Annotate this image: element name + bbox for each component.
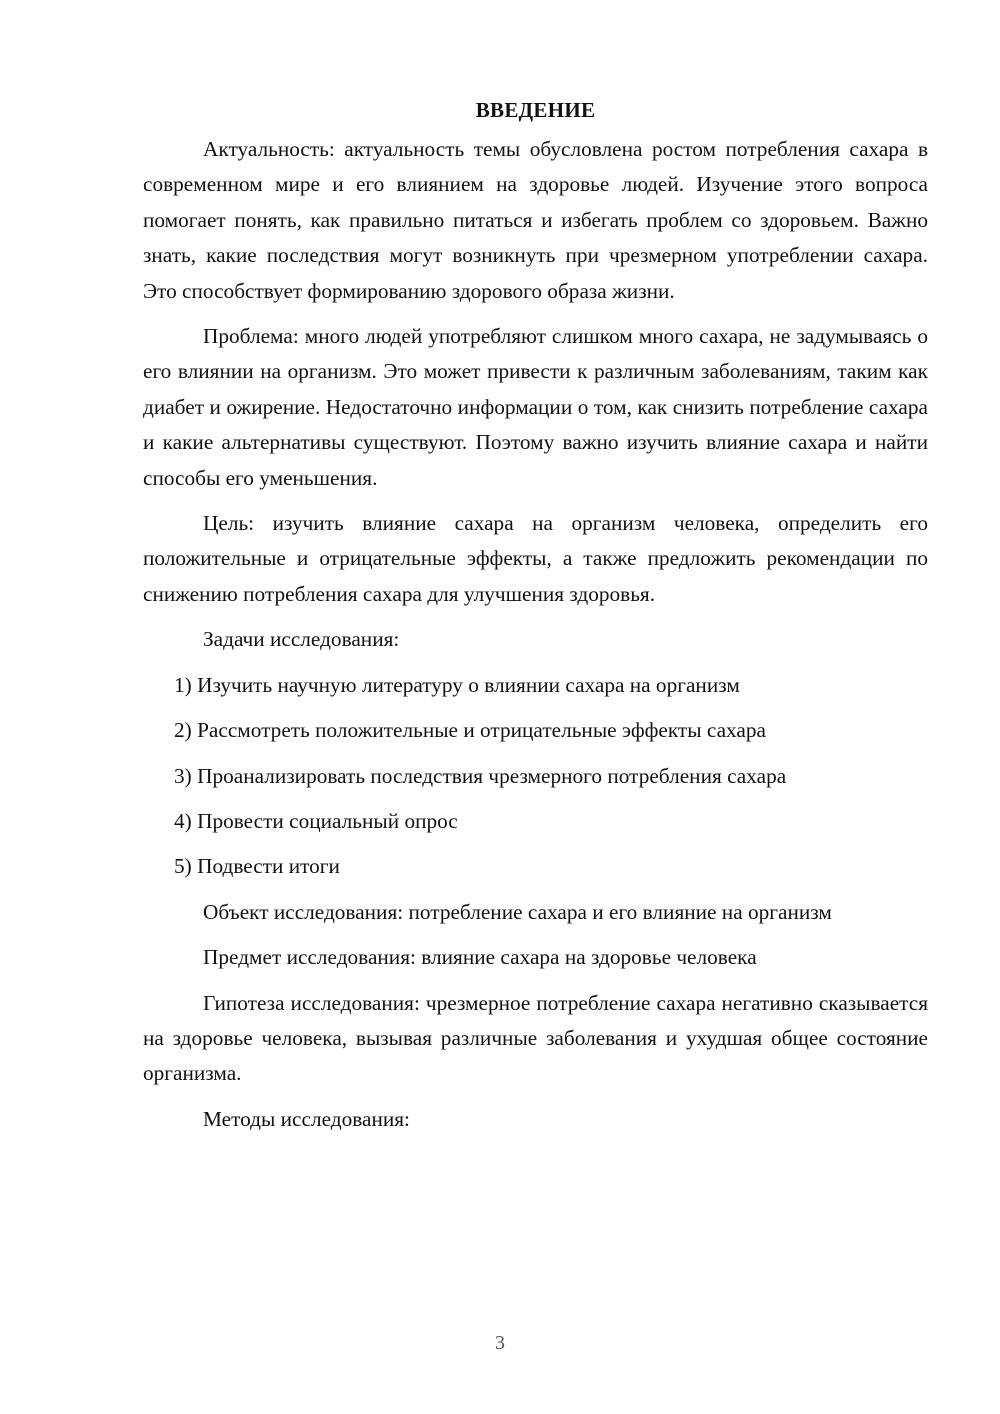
document-page: [143, 92, 928, 1147]
task-item: 4) Провести социальный опрос: [174, 808, 458, 833]
tasks-label: Задачи исследования:: [203, 627, 400, 652]
paragraph-relevance: Актуальность: актуальность темы обусловлена ростом потребления сахара в современном мире и его влиянием на здоровье людей. Изучение этого вопроса помогает понять, как правильно питаться и избегать проблем со здоровьем. Важно знать, какие последствия могут возникнуть при чрезмерном употреблении сахара. Это способствует формированию здорового образа жизни.: [143, 137, 928, 303]
section-heading: ВВЕДЕНИЕ: [475, 98, 596, 122]
task-item: 3) Проанализировать последствия чрезмерного потребления сахара: [174, 763, 787, 788]
methods-label: Методы исследования:: [203, 1106, 410, 1131]
task-item: 2) Рассмотреть положительные и отрицательные эффекты сахара: [174, 718, 766, 743]
tasks-list: [143, 668, 928, 885]
paragraph-problem: Проблема: много людей употребляют слишком много сахара, не задумываясь о его влиянии на организм. Это может привести к различным заболеваниям, таким как диабет и ожирение. Недостаточно информации о том, как снизить потребление сахара и какие альтернативы существуют. Поэтому важно изучить влияние сахара и найти способы его уменьшения.: [143, 324, 928, 490]
paragraph-goal: Цель: изучить влияние сахара на организм человека, определить его положительные и отрицательные эффекты, а также предложить рекомендации по снижению потребления сахара для улучшения здоровья.: [143, 511, 928, 606]
page-number: 3: [495, 1332, 505, 1354]
paragraph-object: Объект исследования: потребление сахара и его влияние на организм: [203, 899, 832, 924]
task-item: 5) Подвести итоги: [174, 854, 340, 879]
task-item: 1) Изучить научную литературу о влиянии сахара на организм: [174, 672, 740, 697]
paragraph-hypothesis: Гипотеза исследования: чрезмерное потребление сахара негативно сказывается на здоровье человека, вызывая различные заболевания и ухудшая общее состояние организма.: [143, 990, 928, 1086]
paragraph-subject: Предмет исследования: влияние сахара на здоровье человека: [203, 945, 757, 970]
